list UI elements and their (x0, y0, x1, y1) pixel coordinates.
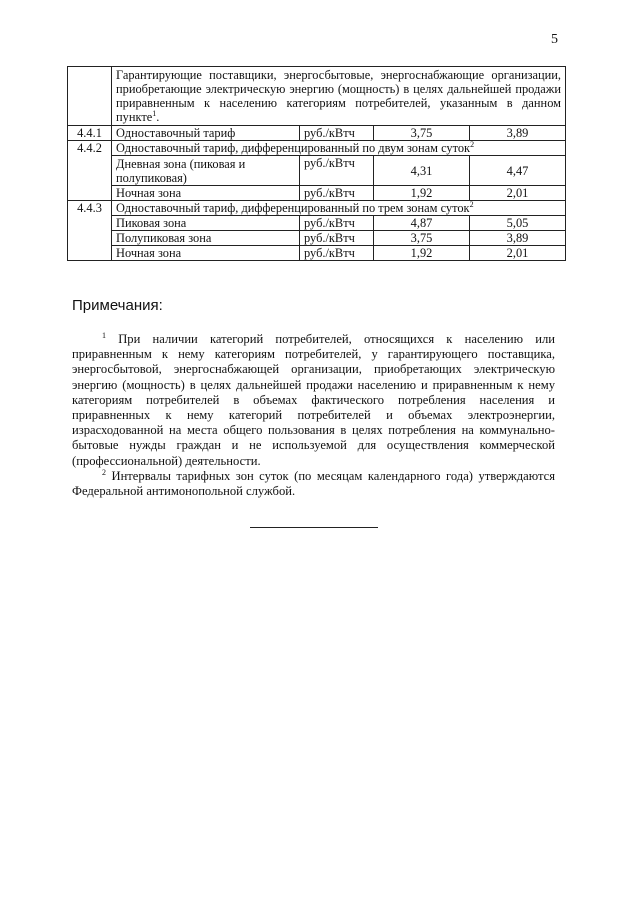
footnote-ref: 2 (470, 140, 475, 149)
row-value-2: 3,89 (470, 231, 566, 246)
row-unit: руб./кВтч (300, 216, 374, 231)
table-row (68, 186, 566, 201)
row-value-1: 4,31 (374, 156, 470, 186)
row-section-title: Одноставочный тариф, дифференцированный по трем зонам суток$^2$ (112, 201, 566, 216)
row-section-title: Одноставочный тариф, дифференцированный по двум зонам суток$^2$ (112, 141, 566, 156)
row-value-2: 5,05 (470, 216, 566, 231)
row-number: 4.4.2 (68, 141, 112, 201)
notes-body (72, 332, 555, 499)
table-header-text: Гарантирующие поставщики, энергосбытовые, энергоснабжающие организации, приобретающие электрическую энергию (мощность) в целях дальнейшей продажи приравненным к населению категориям потребителей, указанным в данном пункте (116, 68, 561, 124)
row-value-2: 3,89 (470, 126, 566, 141)
footnote-ref: 1 (152, 109, 157, 118)
row-value-1: 3,75 (374, 231, 470, 246)
row-unit: руб./кВтч (300, 126, 374, 141)
table-cell-empty (68, 67, 112, 126)
row-value-1: 1,92 (374, 186, 470, 201)
footnote-marker: 1 (102, 331, 106, 340)
row-name: Полупиковая зона (112, 231, 300, 246)
table-row (68, 246, 566, 261)
row-number: 4.4.3 (68, 201, 112, 261)
table-row (68, 231, 566, 246)
row-value-2: 2,01 (470, 186, 566, 201)
row-name: Дневная зона (пиковая и полупиковая) (112, 156, 300, 186)
table-row (68, 141, 566, 156)
tariff-table (67, 66, 566, 261)
row-name: Ночная зона (112, 186, 300, 201)
footnote-2: $^2$ Интервалы тарифных зон суток (по месяцам календарного года) утверждаются Федеральной антимонопольной службой. (72, 467, 555, 499)
footnote-1: $^1$ При наличии категорий потребителей, относящихся к населению или приравненным к нему категориям потребителей, у гарантирующего поставщика, энергосбытовой, энергоснабжающей организации, приобретающих электрическую энергию (мощность) в целях дальнейшей продажи населению и приравненным к нему категориям потребителей в объемах фактического потребления населения и приравненных к нему категорий потребителей и объемах электроэнергии, израсходованной на места общего пользования в целях потребления на коммунально-бытовые нужды граждан и не используемой для осуществления коммерческой (профессиональной) деятельности. (72, 331, 555, 468)
row-value-2: 4,47 (470, 156, 566, 186)
table-row (68, 156, 566, 186)
notes-title: Примечания: (72, 297, 163, 314)
row-number: 4.4.1 (68, 126, 112, 141)
row-unit: руб./кВтч (300, 156, 374, 186)
row-unit: руб./кВтч (300, 246, 374, 261)
end-divider-line (250, 527, 378, 528)
table-header-row (68, 67, 566, 126)
row-value-2: 2,01 (470, 246, 566, 261)
footnote-marker: 2 (102, 467, 106, 477)
row-unit: руб./кВтч (300, 231, 374, 246)
footnote-ref: 2 (469, 200, 474, 209)
table-row (68, 201, 566, 216)
row-unit: руб./кВтч (300, 186, 374, 201)
page-number: 5 (551, 32, 558, 47)
table-header-cell: Гарантирующие поставщики, энергосбытовые, энергоснабжающие организации, приобретающие электрическую энергию (мощность) в целях дальнейшей продажи приравненным к населению категориям потребителей, указанным в данном пункте$^1$. (112, 67, 566, 126)
row-value-1: 3,75 (374, 126, 470, 141)
table-row (68, 126, 566, 141)
row-name: Пиковая зона (112, 216, 300, 231)
row-name: Одноставочный тариф (112, 126, 300, 141)
row-value-1: 1,92 (374, 246, 470, 261)
row-name: Ночная зона (112, 246, 300, 261)
row-value-1: 4,87 (374, 216, 470, 231)
table-row (68, 216, 566, 231)
